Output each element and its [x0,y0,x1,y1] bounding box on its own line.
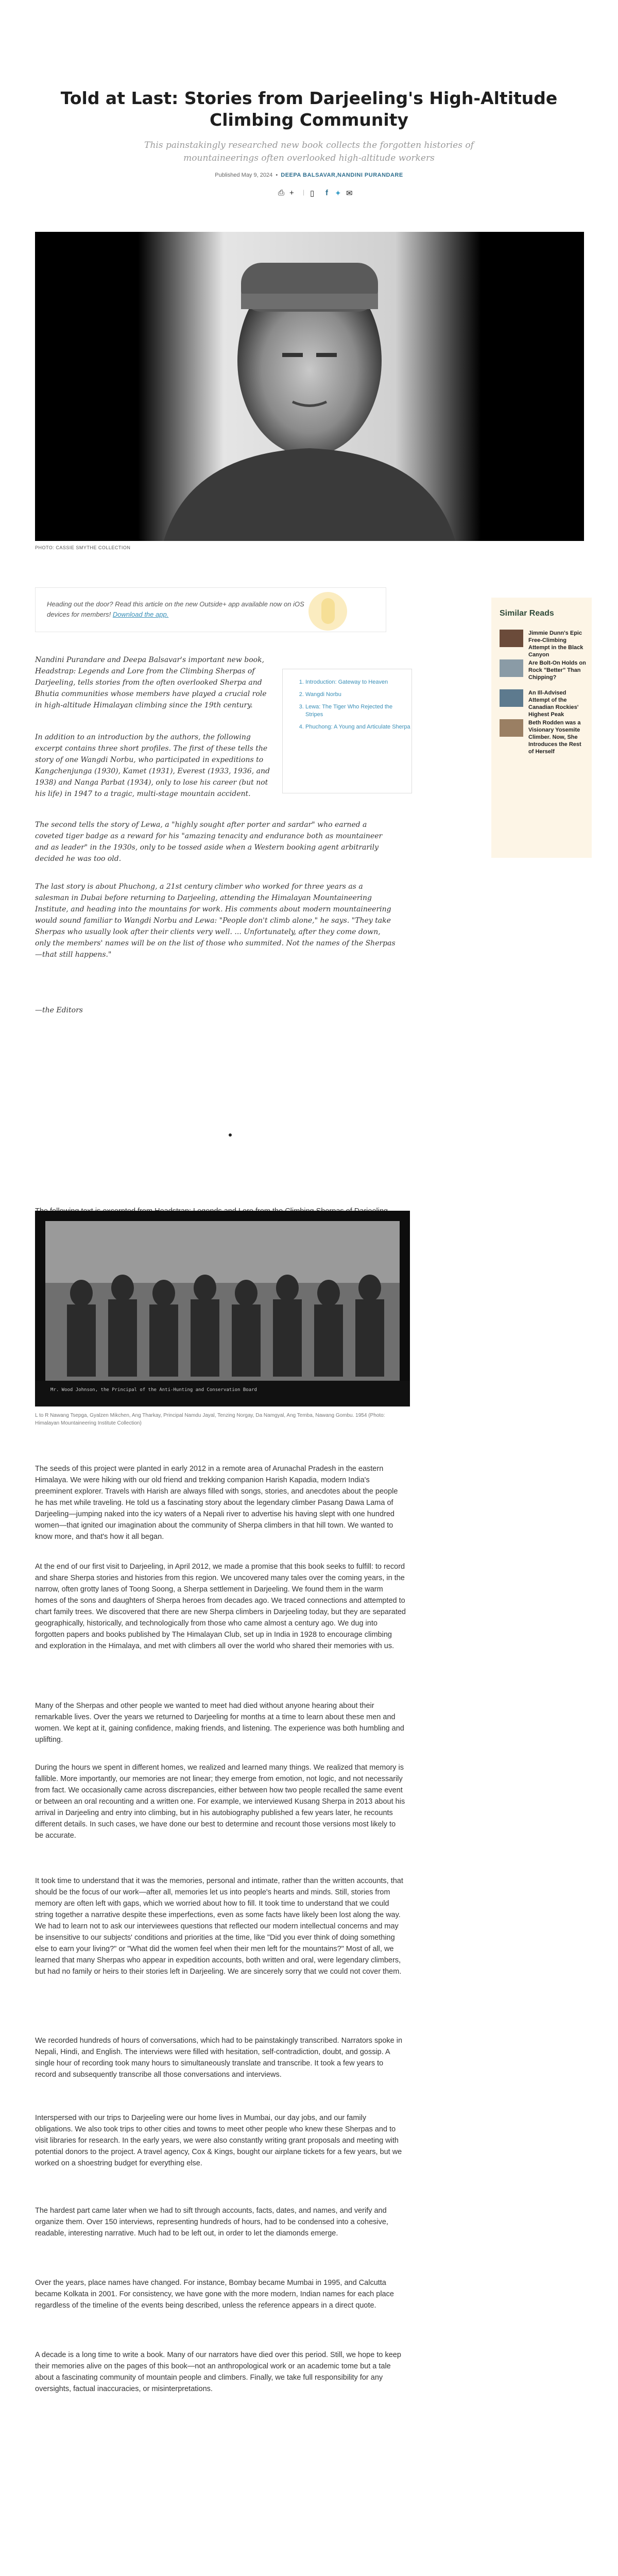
share-bar [278,189,355,200]
intro-paragraph: Nandini Purandare and Deepa Balsavar's important new book, Headstrap: Legends and Lore from the Climbing Sherpas of Darjeeling, tells stories from the often overlooked Sherpa and Bhutia communities whose members have played a crucial role in high-altitude Himalayan climbing since the 19th century. [35,656,267,709]
publish-date: Published May 9, 2024 [215,172,273,178]
print-icon[interactable]: ⎙ [278,189,285,197]
article-dek: This painstakingly researched new book collects the forgotten histories of mountaineerings often overlooked high-altitude workers [144,140,474,163]
download-app-link[interactable]: Download the app. [112,611,169,618]
thumbnail [500,719,523,737]
email-icon[interactable]: ✉ [346,189,353,198]
outside-logo-icon [308,592,347,631]
body-paragraph: Interspersed with our trips to Darjeeling were our home lives in Mumbai, our day jobs, and our family obligations. We also took trips to other cities and towns to meet other people who knew these Sherpas and to visit libraries for research. In the early years, we were also constantly writing grant proposals and meeting with potential donors to the project. A travel agency, Cox & Kings, bought our airplane tickets for a few years, but we worked on a shoestring budget for everything else. [35,2114,402,2167]
thumbnail [500,689,523,707]
thumbnail [500,659,523,677]
toc-item[interactable]: 1. Introduction: Gateway to Heaven [305,679,411,686]
twitter-icon[interactable]: ✦ [335,189,341,198]
intro-paragraph: The last story is about Phuchong, a 21st century climber who worked for three years as a salesman in Dubai before returning to Darjeeling, attending the Himalayan Mountaineering Institute, and heading into the mountains for work. His comments about modern mountaineering would sound familiar to Wangdi Norbu and Lewa: "People don't climb alone," he says. "They take Sherpas who usually look after their clients very well. ... Unfortunately, after they come down, only the members' names will be on the list of those who summited. Not the names of the Sherpas—that still happens." [35,883,396,959]
sidebar-heading: Similar Reads [500,609,554,618]
group-photo [35,1211,410,1406]
toc-item[interactable]: 3. Lewa: The Tiger Who Rejected the Stripes [305,703,411,719]
body-paragraph: Many of the Sherpas and other people we wanted to meet had died without anyone hearing about their remarkable lives. Over the years we returned to Darjeeling for months at a time to learn about these men and women. We kept at it, gaining confidence, making friends, and listening. The experience was both humbling and uplifting. [35,1702,404,1744]
hero-photo [35,232,584,541]
body-paragraph: The seeds of this project were planted in early 2012 in a remote area of Arunachal Pradesh in the eastern Himalaya. We were hiking with our old friend and trekking companion Harish Kapadia, modern India's preeminent explorer. Travels with Harish are always filled with songs, stories, and anecdotes about the people he has met while traveling. He told us a fascinating story about the legendary climber Pasang Dawa Lama of Darjeeling—jumping naked into the icy waters of a Nepali river to advertise his having slept with one hundred women—that ignited our imagination about the community of Sherpa climbers in that hill town. We wanted to know more, and that's how it all began. [35,1465,398,1541]
app-promo-text: Heading out the door? Read this article on the new Outside+ app available now on iOS devices for members! Download the app. [47,600,304,618]
similar-reads-sidebar: Similar Reads Jimmie Dunn's Epic Free-Climbing Attempt in the Black Canyon Are Bolt-On Holds on Rock "Better" Than Chipping? An Ill-Advised Attempt of the Canadian Rockies' Highest Peak Beth Rodden was a Visionary Yosemite Climber. Now, She Introduces the Rest of Herself [491,598,592,858]
toc-item[interactable]: 2. Wangdi Norbu [305,691,411,699]
facebook-icon[interactable]: f [325,189,328,197]
article-title: Told at Last: Stories from Darjeeling's High-Altitude Climbing Community [60,88,558,130]
bookmark-icon[interactable]: ▯ [310,189,315,198]
section-divider [229,1133,232,1137]
hero-portrait [35,232,584,541]
intro-paragraph: In addition to an introduction by the authors, the following excerpt contains three short profiles. The first of these tells the story of one Wangdi Norbu, who participated in expeditions to Kangchenjunga (1930), Kamet (1931), Everest (1933, 1936, and 1938) and Nanga Parbat (1934), only to lose his career (but not his life) in 1947 to a tragic, multi-stage mountain accident. [35,733,270,798]
body-paragraph: A decade is a long time to write a book. Many of our narrators have died over this period. Still, we hope to keep their memories alive on the pages of this book—not an anthropological work or an academic tome but a tale about a fascinating community of mountain people and climbers. Finally, we take full responsibility for any oversights, factual inaccuracies, or misinterpretations. [35,2351,401,2393]
intro-paragraph: The second tells the story of Lewa, a "highly sought after porter and sardar" who earned a coveted tiger badge as a reward for his "amazing tenacity and endurance both as mountaineer and as leader" in the 1930s, only to be tossed aside when a Western booking agent arbitrarily decided he was too old. [35,821,383,863]
toc-item[interactable]: 4. Phuchong: A Young and Articulate Sherpa [305,723,411,731]
app-promo-box [35,587,386,632]
share-divider: | [303,189,305,196]
thumbnail [500,630,523,647]
plus-icon[interactable]: + [289,189,294,197]
photo-inner-caption: Mr. Wood Johnson, the Principal of the Anti-Hunting and Conservation Board [50,1387,257,1393]
body-paragraph: Over the years, place names have changed. For instance, Bombay became Mumbai in 1995, and Calcutta became Kolkata in 2001. For consistency, we have gone with the more modern, Indian names for each place regardless of the timeline of the events being described, unless the reference appears in a direct quote. [35,2279,394,2310]
author-link[interactable]: DEEPA BALSAVAR,NANDINI PURANDARE [281,172,403,178]
body-paragraph: The hardest part came later when we had to sift through accounts, facts, dates, and names, and verify and organize them. Over 150 interviews, representing hundreds of hours, had to be condensed into a cohesive, readable, interesting narrative. Much had to be left out, in order to let the diamonds emerge. [35,2207,388,2238]
body-paragraph: At the end of our first visit to Darjeeling, in April 2012, we made a promise that this book seeks to fulfill: to record and share Sherpa stories and histories from this region. We uncovered many tales over the coming years, in the narrow, often grotty lanes of Toong Soong, a Sherpa settlement in Darjeeling. We found them in the warm homes of the sons and daughters of Sherpa heroes from decades ago. We traced connections and attempted to chart family trees. We discovered that there are new Sherpa climbers in Darjeeling today, but they are separated geographically, historically, and technologically from those who came almost a century ago. We dug into forgotten papers and books published by The Himalayan Club, set up in India in 1928 to encourage climbing and exploration in the Himalaya, and met with climbers all over the world who shared their memories with us. [35,1563,406,1650]
table-of-contents [282,669,412,793]
photo-caption: L to R Nawang Tsepga, Gyalzen Mikchen, Ang Tharkay, Principal Namdu Jayal, Tenzing Norgay, Da Namgyal, Ang Temba, Nawang Gombu. 1954 (Photo: Himalayan Mountaineering Institute Collection) [35,1413,385,1426]
body-paragraph: It took time to understand that it was the memories, personal and intimate, rather than the written accounts, that should be the focus of our work—after all, memories let us into people's hearts and minds. Still, stories from memory are often left with gaps, which we worried about how to fill. It took time to understand that we could string together a narrative despite these imperfections, even as some facts have likely been lost along the way. We had to learn not to ask our interviewees questions that reflected our modern intellectual concerns and may be insensitive to our subjects' conditions and priorities at the time, like "Did you ever think of doing something else to earn your living?" or "What did the women feel when their men left for the mountains?" Most of all, we learned that many Sherpas who appear in expedition accounts, both written and oral, were legendary climbers, but had no family or heirs to their stories left in Darjeeling. We are sincerely sorry that we could not cover them. [35,1877,403,1976]
group-photo-image [35,1211,410,1406]
byline: Published May 9, 2024 • DEEPA BALSAVAR,NANDINI PURANDARE [215,172,403,178]
body-paragraph: We recorded hundreds of hours of conversations, which had to be painstakingly transcribed. Narrators spoke in Nepali, Hindi, and English. The interviews were filled with hesitation, self-contradiction, doubt, and gossip. A single hour of recording took many hours to simultaneously translate and transcribe. It took a few years to record and subsequently transcribe all those conversations and interviews. [35,2037,403,2079]
body-paragraph: During the hours we spent in different homes, we realized and learned many things. We realized that memory is fallible. More importantly, our memories are not linear; they emerge from emotion, not logic, and not necessarily from fact. We occasionally came across discrepancies, either between how two people recalled the same event or between an oral recounting and a written one. For example, we interviewed Kusang Sherpa in 2013 about his arrival in Darjeeling and entry into climbing, but in his autobiography published a few years later, he recounts different details. In such cases, we have done our best to determine and recount those versions most likely to be accurate. [35,1764,405,1840]
photo-credit: PHOTO: CASSIE SMYTHE COLLECTION [35,545,131,550]
intro-signoff: —the Editors [35,1006,83,1014]
